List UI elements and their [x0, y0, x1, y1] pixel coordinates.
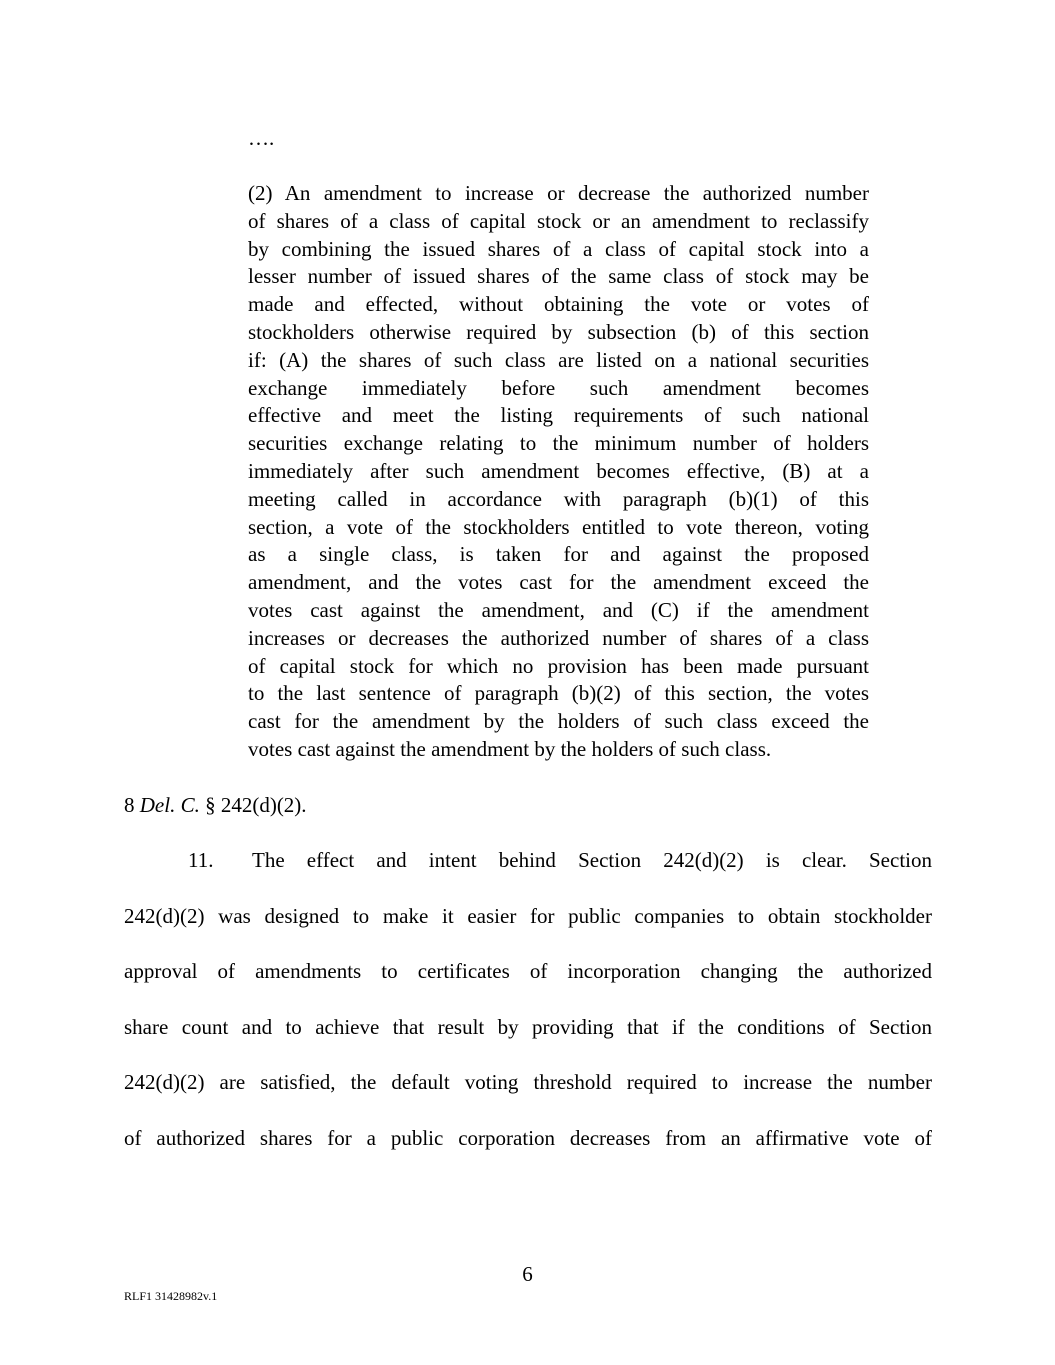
paragraph-11 [124, 846, 932, 1180]
quote-line: section, a vote of the stockholders entitled to vote thereon, voting [248, 514, 869, 539]
paragraph-line: of authorized shares for a public corporation decreases from an affirmative vote of [124, 1125, 932, 1150]
page-number: 6 [522, 1262, 533, 1286]
statute-block-quote [248, 180, 869, 764]
paragraph-line: The effect and intent behind Section 242(d)(2) is clear. Section [252, 848, 932, 872]
quote-line: votes cast against the amendment, and (C) if the amendment [248, 597, 869, 622]
quote-line: of capital stock for which no provision has been made pursuant [248, 653, 869, 678]
quote-line: exchange immediately before such amendment becomes [248, 375, 869, 400]
quote-line: amendment, and the votes cast for the amendment exceed the [248, 570, 869, 595]
quote-line: by combining the issued shares of a class of capital stock into a [248, 236, 869, 261]
quote-line: (2) An amendment to increase or decrease the authorized number [248, 181, 869, 205]
quote-line: effective and meet the listing requirements of such national [248, 403, 869, 428]
quote-ellipsis: …. [248, 126, 275, 150]
quote-line: lesser number of issued shares of the same class of stock may be [248, 264, 869, 289]
document-id: RLF1 31428982v.1 [124, 1289, 218, 1303]
quote-line: immediately after such amendment becomes effective, (B) at a [248, 458, 869, 483]
quote-line: of shares of a class of capital stock or an amendment to reclassify [248, 208, 869, 233]
paragraph-number: 11. [188, 848, 214, 872]
quote-line: increases or decreases the authorized number of shares of a class [248, 625, 869, 650]
citation-section: § 242(d)(2). [199, 793, 307, 817]
quote-line: cast for the amendment by the holders of such class exceed the [248, 709, 869, 734]
quote-line: to the last sentence of paragraph (b)(2) of this section, the votes [248, 681, 869, 706]
quote-line: if: (A) the shares of such class are listed on a national securities [248, 347, 869, 372]
paragraph-line: share count and to achieve that result by providing that if the conditions of Section [124, 1014, 932, 1039]
statute-citation [124, 791, 307, 819]
paragraph-line: approval of amendments to certificates of incorporation changing the authorized [124, 959, 932, 984]
quote-line: meeting called in accordance with paragraph (b)(1) of this [248, 486, 869, 511]
quote-line: stockholders otherwise required by subsection (b) of this section [248, 319, 869, 344]
quote-line: securities exchange relating to the minimum number of holders [248, 431, 869, 456]
paragraph-line: 242(d)(2) are satisfied, the default voting threshold required to increase the number [124, 1070, 932, 1095]
citation-code: Del. C. [139, 793, 200, 817]
quote-line: made and effected, without obtaining the vote or votes of [248, 292, 869, 317]
quote-line: as a single class, is taken for and against the proposed [248, 542, 869, 567]
paragraph-first-line [124, 846, 932, 902]
paragraph-line: 242(d)(2) was designed to make it easier for public companies to obtain stockholder [124, 903, 932, 928]
citation-prefix: 8 [124, 793, 140, 817]
quote-line: votes cast against the amendment by the holders of such class. [248, 736, 772, 761]
